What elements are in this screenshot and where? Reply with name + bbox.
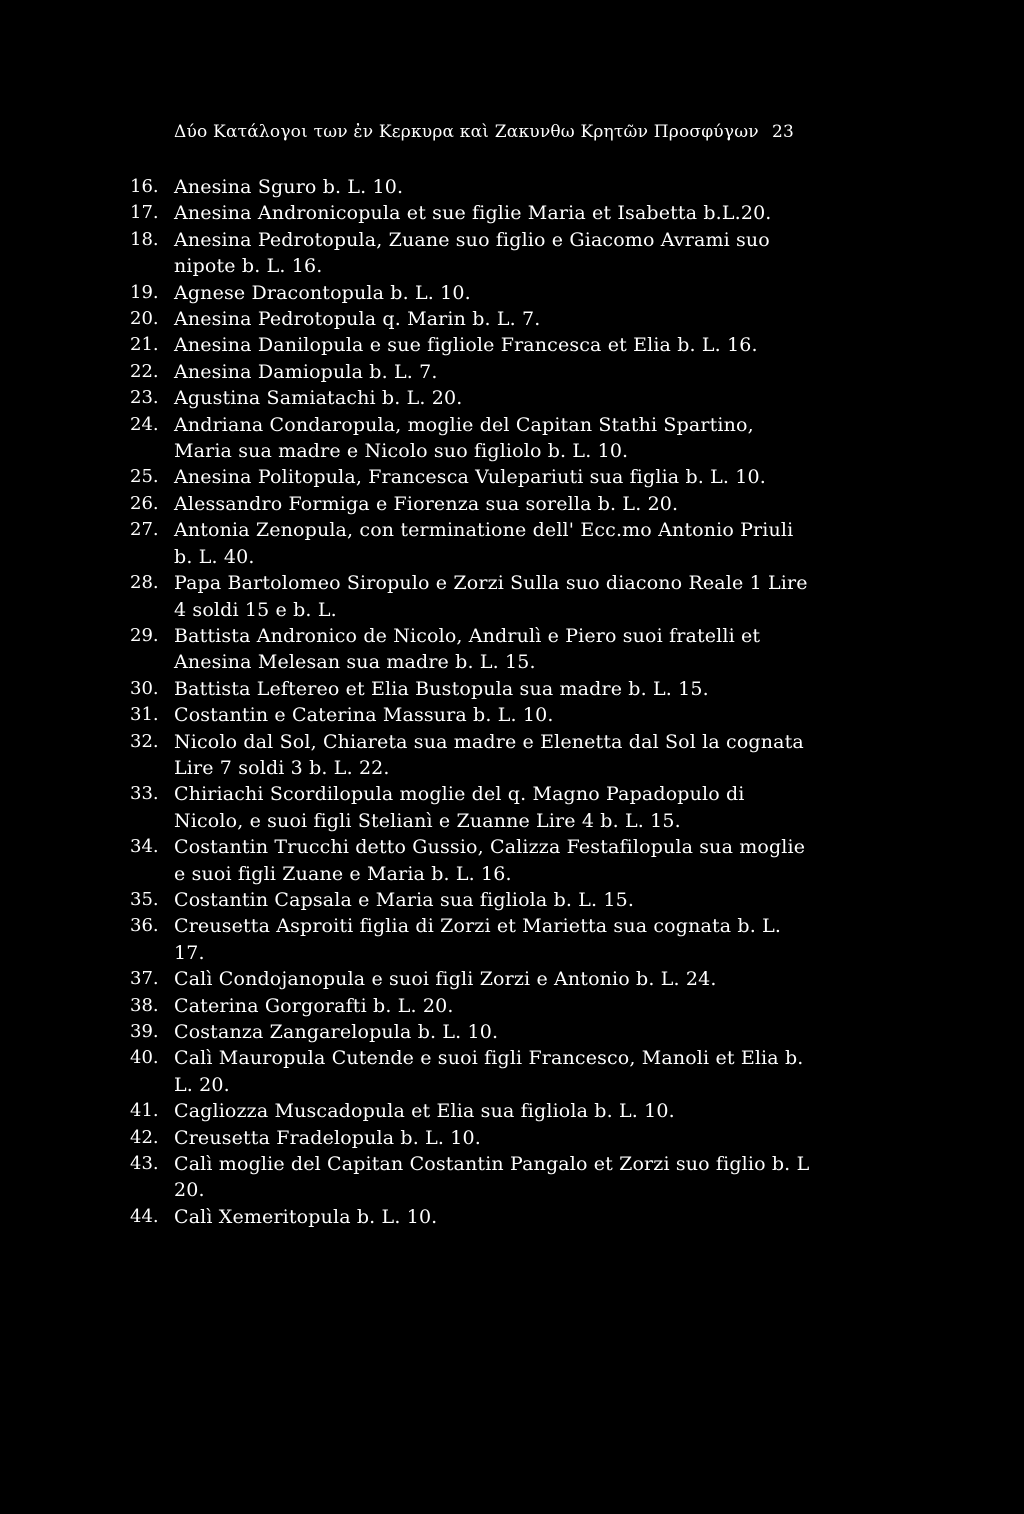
page-number: 23 (771, 122, 794, 142)
list-item (130, 887, 810, 913)
list-item (130, 412, 810, 465)
entry-text: Alessandro Formiga e Fiorenza sua sorella b. L. 20. (174, 492, 679, 515)
entry-text: Costanza Zangarelopula b. L. 10. (174, 1021, 499, 1043)
entry-text: Costantin Trucchi detto Gussio, Calizza Festafilopula sua moglie e suoi figli Zuane e Maria b. L. 16. (174, 836, 806, 885)
list-item (130, 280, 810, 306)
entry-number: 41. (130, 1100, 159, 1122)
entry-number: 33. (130, 783, 159, 805)
entry-text: Calì Condojanopula e suoi figli Zorzi e Antonio b. L. 24. (174, 968, 717, 991)
running-title: Δύο Κατάλογοι των ἐν Κερκυρα καὶ Ζακυνθω Κρητῶν Προσφύγων (174, 122, 759, 142)
entry-number: 28. (130, 572, 159, 594)
list-item (130, 834, 810, 887)
list-item (130, 174, 810, 200)
entry-number: 16. (130, 176, 159, 197)
list-item (130, 491, 810, 517)
entry-text: Antonia Zenopula, con terminatione dell' Ecc.mo Antonio Priuli b. L. 40. (174, 519, 794, 568)
entry-text: Anesina Andronicopula et sue figlie Maria et Isabetta b.L.20. (174, 202, 772, 225)
entry-number: 23. (130, 387, 159, 409)
entry-number: 36. (130, 915, 159, 937)
list-item (130, 517, 810, 570)
entry-text: Agustina Samiatachi b. L. 20. (174, 387, 463, 410)
entry-number: 20. (130, 308, 159, 330)
entry-text: Caterina Gorgorafti b. L. 20. (174, 994, 454, 1017)
list-item (130, 913, 810, 966)
list-item (130, 729, 810, 782)
entry-text: Calì Mauropula Cutende e suoi figli Francesco, Manoli et Elia b. L. 20. (174, 1047, 804, 1096)
list-item (130, 359, 810, 385)
list-item (130, 702, 810, 728)
list-item (130, 200, 810, 226)
list-item (130, 623, 810, 676)
entry-text: Chiriachi Scordilopula moglie del q. Magno Papadopulo di Nicolo, e suoi figli Stelianì e Zuanne Lire 4 b. L. 15. (174, 783, 745, 832)
entry-number: 42. (130, 1126, 159, 1148)
list-item (130, 1098, 810, 1124)
entry-number: 34. (130, 836, 159, 858)
entry-text: Costantin e Caterina Massura b. L. 10. (174, 704, 554, 727)
entry-text: Battista Leftereo et Elia Bustopula sua madre b. L. 15. (174, 677, 709, 700)
entry-number: 39. (130, 1021, 159, 1042)
list-item (130, 1045, 810, 1098)
entry-number: 27. (130, 519, 159, 541)
entry-text: Creusetta Asproiti figlia di Zorzi et Marietta sua cognata b. L. 17. (174, 915, 782, 964)
entry-text: Anesina Damiopula b. L. 7. (174, 360, 438, 383)
entry-number: 22. (130, 360, 159, 382)
entry-number: 32. (130, 730, 159, 752)
list-item (130, 966, 810, 992)
entry-text: Cagliozza Muscadopula et Elia sua figliola b. L. 10. (174, 1100, 675, 1123)
list-item (130, 570, 810, 623)
entry-text: Battista Andronico de Nicolo, Andrulì e Piero suoi fratelli et Anesina Melesan sua madre b. L. 15. (174, 624, 761, 674)
entry-text: Papa Bartolomeo Siropulo e Zorzi Sulla suo diacono Reale 1 Lire 4 soldi 15 e b. L. (174, 572, 808, 621)
entry-number: 17. (130, 202, 159, 224)
entry-number: 35. (130, 888, 159, 910)
list-item (130, 1204, 810, 1230)
entry-number: 25. (130, 466, 159, 488)
entry-list (130, 174, 810, 1230)
list-item (130, 306, 810, 332)
list-item (130, 464, 810, 490)
entry-text: Calì Xemeritopula b. L. 10. (174, 1205, 438, 1228)
list-item (130, 781, 810, 834)
entry-number: 31. (130, 704, 159, 726)
entry-text: Anesina Danilopula e sue figliole Francesca et Elia b. L. 16. (174, 334, 758, 357)
list-item (130, 676, 810, 702)
list-item (130, 385, 810, 411)
list-item (130, 1125, 810, 1151)
entry-number: 40. (130, 1047, 159, 1069)
entry-number: 43. (130, 1153, 159, 1175)
entry-number: 19. (130, 281, 159, 303)
entry-number: 21. (130, 334, 159, 356)
entry-number: 26. (130, 492, 159, 514)
entry-text: Creusetta Fradelopula b. L. 10. (174, 1126, 481, 1149)
entry-text: Calì moglie del Capitan Costantin Pangalo et Zorzi suo figlio b. L 20. (174, 1153, 810, 1202)
entry-number: 30. (130, 677, 159, 699)
entry-number: 18. (130, 228, 159, 250)
entry-text: Nicolo dal Sol, Chiareta sua madre e Elenetta dal Sol la cognata Lire 7 soldi 3 b. L. 22. (174, 730, 804, 779)
entry-text: Agnese Dracontopula b. L. 10. (174, 281, 471, 304)
list-item (130, 332, 810, 358)
entry-number: 29. (130, 624, 159, 646)
list-item (130, 1151, 810, 1204)
entry-text: Andriana Condaropula, moglie del Capitan Stathi Spartino, Maria sua madre e Nicolo suo figliolo b. L. 10. (174, 413, 754, 463)
entry-text: Anesina Pedrotopula q. Marin b. L. 7. (174, 308, 541, 331)
entry-text: Anesina Pedrotopula, Zuane suo figlio e Giacomo Avrami suo nipote b. L. 16. (174, 228, 770, 278)
entry-text: Anesina Sguro b. L. 10. (174, 176, 404, 198)
entry-number: 44. (130, 1205, 159, 1227)
running-header (174, 122, 794, 150)
list-item (130, 993, 810, 1019)
entry-text: Anesina Politopula, Francesca Vulepariuti sua figlia b. L. 10. (174, 466, 766, 489)
list-item (130, 1019, 810, 1045)
entry-text: Costantin Capsala e Maria sua figliola b. L. 15. (174, 888, 635, 911)
entry-number: 38. (130, 994, 159, 1016)
entry-number: 37. (130, 968, 159, 990)
entry-number: 24. (130, 413, 159, 435)
list-item (130, 227, 810, 280)
